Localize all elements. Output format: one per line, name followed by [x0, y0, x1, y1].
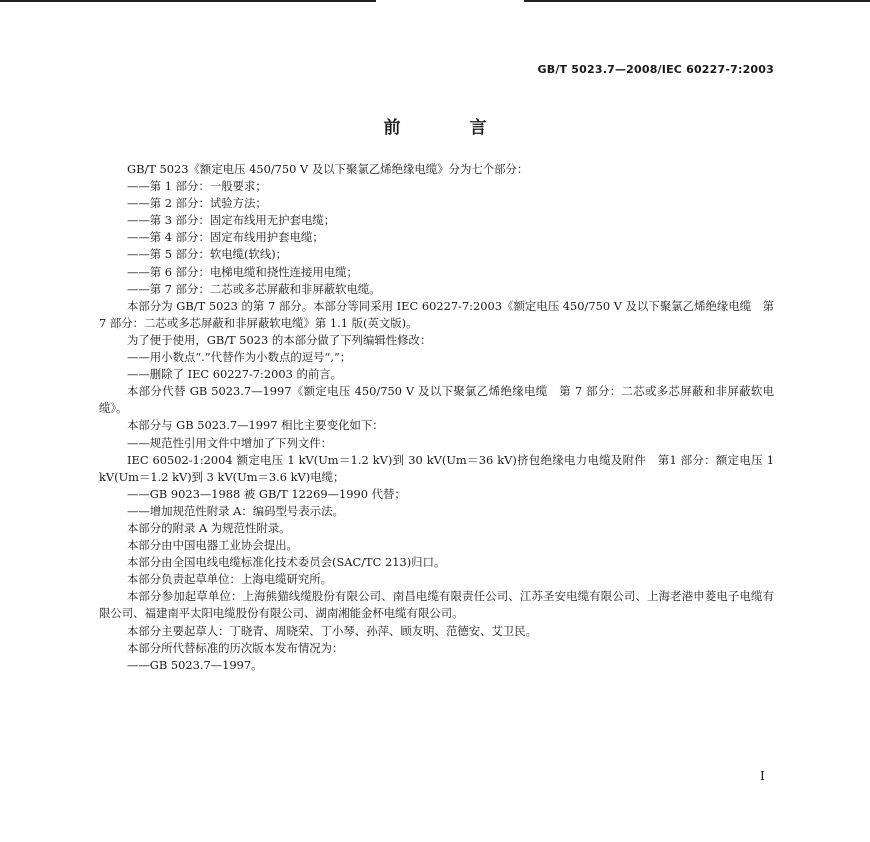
proposer-paragraph: 本部分由中国电器工业协会提出。 — [127, 538, 298, 553]
part-list-item: ——第 4 部分：固定布线用护套电缆； — [127, 230, 324, 245]
drafters-paragraph: 本部分主要起草人：丁晓青、周晓荣、丁小琴、孙萍、顾友明、范德安、艾卫民。 — [127, 623, 538, 638]
part-list-item: ——第 1 部分：一般要求； — [127, 179, 267, 194]
annex-paragraph: 本部分的附录 A 为规范性附录。 — [127, 520, 291, 535]
edit-item: ——用小数点“.”代替作为小数点的逗号“,”； — [127, 350, 352, 365]
iec-reference-paragraph: IEC 60502-1:2004 额定电压 1 kV(Um＝1.2 kV)到 30 kV(Um＝36 kV)挤包绝缘电力电缆及附件 第1 部分：额定电压 1 kV(Um＝1.2 kV)到 3 kV(Um＝3.6 kV)电缆； — [99, 452, 774, 484]
top-rule-left — [0, 0, 376, 2]
committee-paragraph: 本部分由全国电线电缆标准化技术委员会(SAC/TC 213)归口。 — [127, 555, 446, 570]
part-list-item: ——第 3 部分：固定布线用无护套电缆； — [127, 213, 336, 228]
part-list-item: ——第 5 部分：软电缆(软线)； — [127, 247, 288, 262]
adoption-paragraph: 本部分为 GB/T 5023 的第 7 部分。本部分等同采用 IEC 60227-7:2003《额定电压 450/750 V 及以下聚氯乙烯绝缘电缆 第 7 部分：二芯或多芯屏蔽和非屏蔽软电缆》第 1.1 版(英文版)。 — [99, 298, 774, 330]
drafting-unit-paragraph: 本部分负责起草单位：上海电缆研究所。 — [127, 572, 333, 587]
intro-line: GB/T 5023《额定电压 450/750 V 及以下聚氯乙烯绝缘电缆》分为七个部分： — [127, 162, 529, 176]
history-item: ——GB 5023.7—1997。 — [127, 657, 263, 672]
change-item: ——规范性引用文件中增加了下列文件： — [127, 435, 333, 450]
part-list-item: ——第 6 部分：电梯电缆和挠性连接用电缆； — [127, 264, 358, 279]
participating-units-paragraph: 本部分参加起草单位：上海熊猫线缆股份有限公司、南昌电缆有限责任公司、江苏圣安电缆有限公司、上海老港申菱电子电缆有限公司、福建南平太阳电缆股份有限公司、湖南湘能金杯电缆有限公司。 — [99, 589, 774, 621]
standard-number: GB/T 5023.7—2008/IEC 60227-7:2003 — [537, 63, 774, 76]
page-title: 前 言 — [383, 118, 513, 138]
changes-intro-paragraph: 本部分与 GB 5023.7—1997 相比主要变化如下： — [127, 418, 384, 433]
edit-item: ——删除了 IEC 60227-7:2003 的前言。 — [127, 367, 343, 382]
page-number: I — [760, 769, 765, 783]
change-item: ——GB 9023—1988 被 GB/T 12269—1990 代替； — [127, 486, 406, 501]
part-list-item: ——第 2 部分：试验方法； — [127, 196, 267, 211]
replacement-paragraph: 本部分代替 GB 5023.7—1997《额定电压 450/750 V 及以下聚氯乙烯绝缘电缆 第 7 部分：二芯或多芯屏蔽和非屏蔽软电缆》。 — [99, 384, 774, 416]
part-list-item: ——第 7 部分：二芯或多芯屏蔽和非屏蔽软电缆。 — [127, 281, 381, 296]
top-rule-right — [524, 0, 870, 2]
history-intro-paragraph: 本部分所代替标准的历次版本发布情况为： — [127, 640, 344, 655]
change-item: ——增加规范性附录 A：编码型号表示法。 — [127, 503, 344, 518]
edit-intro-paragraph: 为了便于使用，GB/T 5023 的本部分做了下列编辑性修改： — [127, 332, 432, 347]
foreword-body — [99, 161, 774, 674]
